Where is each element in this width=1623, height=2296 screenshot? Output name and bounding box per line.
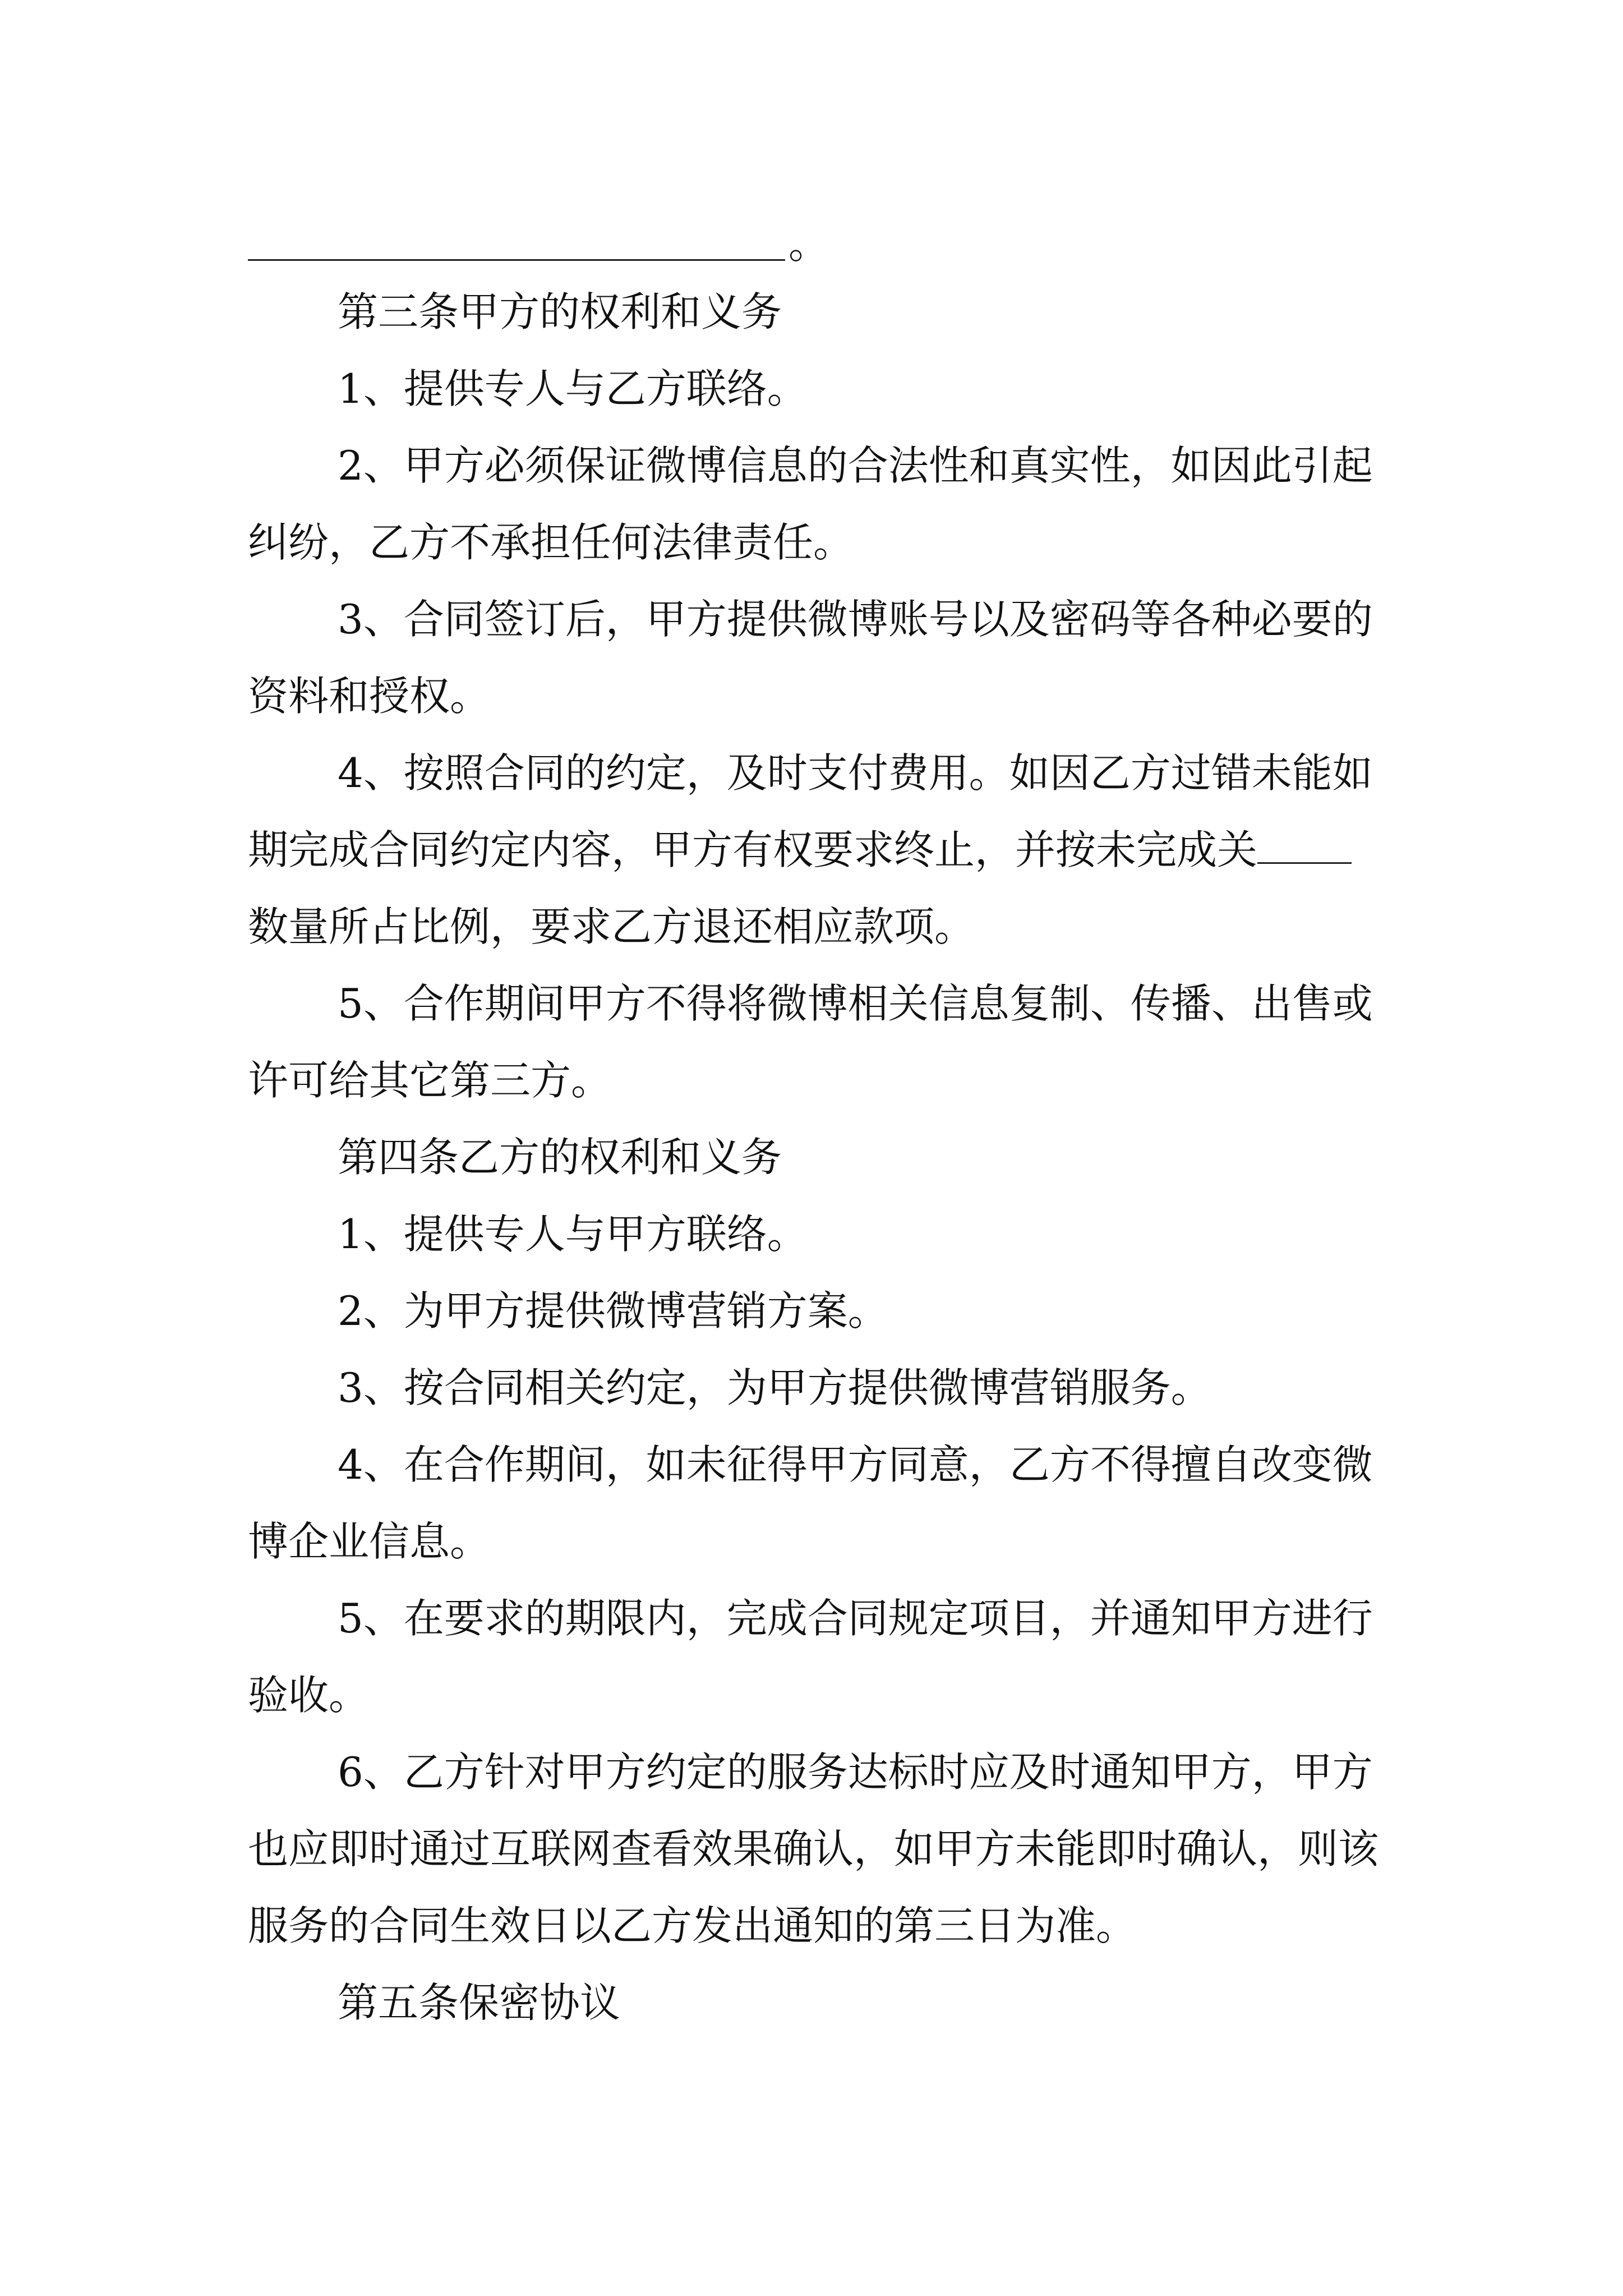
section-3-item-4-text-b: 数量所占比例，要求乙方退还相应款项。 xyxy=(248,903,975,950)
section-4-item-4: 4、在合作期间，如未征得甲方同意，乙方不得擅自改变微博企业信息。 xyxy=(248,1441,1373,1565)
document-body xyxy=(248,220,1381,2041)
inline-blank-underline xyxy=(1257,829,1352,864)
section-4-item-6: 6、乙方针对甲方约定的服务达标时应及时通知甲方，甲方也应即时通过互联网查看效果确认，如甲方未能即时确认，则该服务的合同生效日以乙方发出通知的第三日为准。 xyxy=(248,1749,1379,1949)
blank-line-period: 。 xyxy=(789,220,829,268)
section-3-item-4-text-a: 4、按照合同的约定，及时支付费用。如因乙方过错未能如期完成合同约定内容，甲方有权要求终止，并按未完成关 xyxy=(248,749,1373,873)
blank-underline xyxy=(248,259,785,261)
fill-in-blank-line xyxy=(248,220,1381,270)
section-5-title: 第五条保密协议 xyxy=(338,1979,621,2026)
section-4-item-3: 3、按合同相关约定，为甲方提供微博营销服务。 xyxy=(338,1364,1211,1411)
section-4-item-1: 1、提供专人与甲方联络。 xyxy=(338,1211,808,1258)
section-3-item-2: 2、甲方必须保证微博信息的合法性和真实性，如因此引起纠纷，乙方不承担任何法律责任。 xyxy=(248,442,1373,566)
section-3-item-1: 1、提供专人与乙方联络。 xyxy=(338,365,808,412)
section-3-item-4 xyxy=(248,735,1381,965)
section-3-item-5: 5、合作期间甲方不得将微博相关信息复制、传播、出售或许可给其它第三方。 xyxy=(248,980,1373,1104)
section-3-title: 第三条甲方的权利和义务 xyxy=(338,288,782,335)
section-4-item-2: 2、为甲方提供微博营销方案。 xyxy=(338,1287,888,1335)
section-4-title: 第四条乙方的权利和义务 xyxy=(338,1134,782,1181)
section-3-item-3: 3、合同签订后，甲方提供微博账号以及密码等各种必要的资料和授权。 xyxy=(248,596,1373,720)
section-4-item-5: 5、在要求的期限内，完成合同规定项目，并通知甲方进行验收。 xyxy=(248,1595,1373,1719)
